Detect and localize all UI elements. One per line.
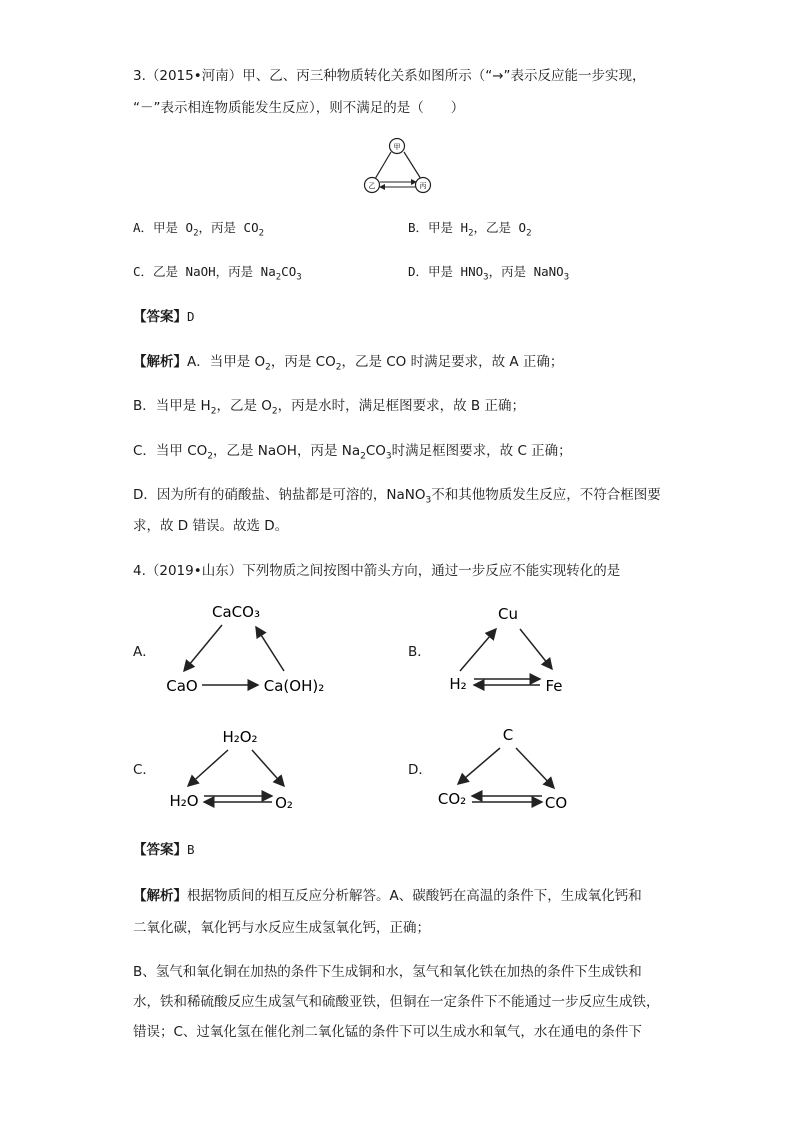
q3-node-right: 丙 [419, 182, 427, 190]
q4-analysis-line4: 水，铁和稀硫酸反应生成氢气和硫酸亚铁，但铜在一定条件下不能通过一步反应生成铁， [133, 994, 660, 1010]
q3-option-c: C．乙是 NaOH，丙是 $Na_2CO_3$ [133, 264, 302, 283]
q4-b-top: Cu [498, 605, 518, 623]
q4-c-top: H₂O₂ [222, 728, 258, 746]
q4-a-right: Ca(OH)₂ [263, 677, 325, 695]
q3-analysis-c: C．当甲 $CO_2$，乙是 NaOH，丙是 $Na_2CO_3$时满足框图要求，故 C 正确； [133, 443, 572, 462]
q4-analysis-line3: B、氢气和氧化铜在加热的条件下生成铜和水，氢气和氧化铁在加热的条件下生成铁和 [133, 964, 642, 980]
q3-analysis-d-line2: 求，故 D 错误。故选 D。 [133, 518, 289, 534]
q3-answer: 【答案】D [133, 309, 195, 325]
q4-option-c-label: C． [133, 762, 156, 778]
q4-c-right: O₂ [275, 794, 293, 812]
q4-stem: 4.（2019•山东）下列物质之间按图中箭头方向，通过一步反应不能实现转化的是 [133, 563, 621, 579]
q4-d-left: CO₂ [437, 790, 467, 808]
q3-node-left: 乙 [368, 182, 376, 190]
q3-analysis-b: B．当甲是 $H_2$，乙是 $O_2$，丙是水时，满足框图要求，故 B 正确； [133, 398, 525, 417]
q3-stem-line2: “－”表示相连物质能发生反应），则不满足的是（ ） [133, 100, 465, 116]
q3-node-top: 甲 [393, 143, 401, 151]
q4-b-right: Fe [545, 677, 563, 695]
q4-analysis-line1: 【解析】根据物质间的相互反应分析解答。A、碳酸钙在高温的条件下，生成氧化钙和 [133, 888, 642, 904]
q3-option-d: D．甲是 $HNO_3$，丙是 NaNO$_3$ [408, 264, 570, 283]
q4-option-c-diagram [160, 720, 310, 815]
q4-option-a-label: A． [133, 644, 156, 660]
q4-d-right: CO [544, 794, 568, 812]
q4-a-top: CaCO₃ [212, 603, 260, 621]
q3-analysis-a: 【解析】A．当甲是 $O_2$，丙是 $CO_2$，乙是 CO 时满足要求，故 A 正确； [133, 354, 564, 373]
q3-stem-line1: 3.（2015•河南）甲、乙、丙三种物质转化关系如图所示（“→”表示反应能一步实现， [133, 68, 646, 84]
q3-option-a: A．甲是 $O_2$，丙是 $CO_2$ [133, 220, 265, 239]
q4-option-d-diagram [430, 720, 580, 815]
q4-b-left: H₂ [449, 675, 467, 693]
q3-option-b: B．甲是 $H_2$，乙是 $O_2$ [408, 220, 532, 239]
q4-a-left: CaO [166, 677, 198, 695]
q4-option-d-label: D． [408, 762, 432, 778]
q3-analysis-d-line1: D．因为所有的硝酸盐、钠盐都是可溶的，NaNO$_3$不和其他物质发生反应，不符合框图要 [133, 487, 661, 506]
q3-triangle-diagram [360, 134, 440, 198]
q4-option-b-diagram [440, 597, 580, 700]
q4-d-top: C [502, 726, 514, 744]
q4-option-a-diagram [160, 595, 340, 700]
q4-analysis-line5: 错误；C、过氧化氢在催化剂二氧化锰的条件下可以生成水和氧气，水在通电的条件下 [133, 1024, 642, 1040]
q4-c-left: H₂O [169, 792, 199, 810]
q4-option-b-label: B． [408, 644, 431, 660]
q4-analysis-line2: 二氧化碳，氧化钙与水反应生成氢氧化钙，正确； [133, 920, 430, 936]
q4-answer: 【答案】B [133, 842, 195, 858]
